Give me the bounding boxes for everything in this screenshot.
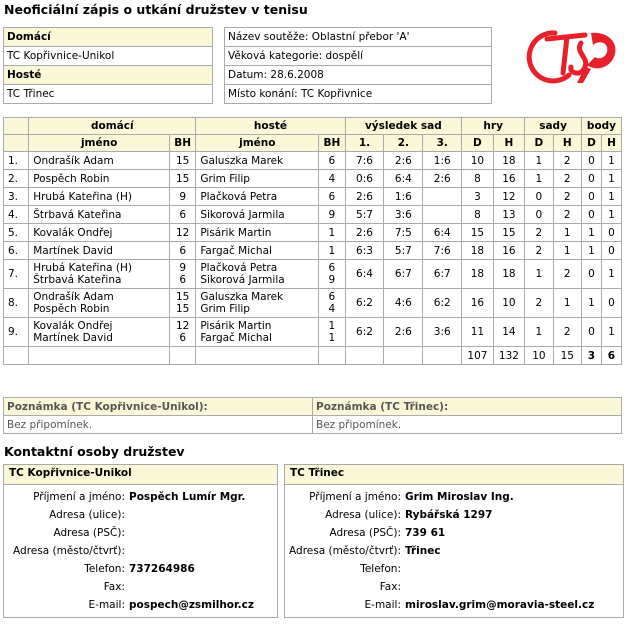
home-bh (170, 318, 196, 347)
col-away-bh: BH (319, 135, 345, 152)
points-d: 0 (581, 206, 601, 224)
contact-label: Fax: (103, 581, 125, 593)
home-note-label: Poznámka (TC Kopřivnice-Unikol): (4, 398, 313, 416)
set-2-score: 2:6 (384, 318, 423, 347)
set-3-score (423, 206, 462, 224)
home-player-line: Hrubá Kateřina (H) (33, 262, 132, 274)
games-h: 15 (493, 224, 525, 242)
home-player (29, 224, 170, 242)
contact-label: Adresa (PSČ): (329, 527, 401, 539)
home-bh-line: 15 (175, 291, 190, 303)
contact-label: Příjmení a jméno: (309, 491, 401, 503)
home-bh-line: 12 (175, 226, 190, 239)
contact-value: Třinec (405, 545, 441, 557)
home-contact-team: TC Kopřivnice-Unikol (4, 465, 277, 485)
home-bh-line: 6 (179, 208, 187, 221)
home-player-line: Hrubá Kateřina (H) (33, 190, 132, 203)
away-bh-line: 9 (328, 208, 336, 221)
sets-h: 2 (553, 170, 581, 188)
away-contact-team: TC Třinec (285, 465, 623, 485)
away-player (196, 260, 319, 289)
away-bh (319, 152, 345, 170)
match-info-table (224, 27, 492, 104)
page-title: Neoficiální zápis o utkání družstev v tenisu (4, 2, 308, 17)
points-h: 1 (601, 170, 621, 188)
col-games-d: D (462, 135, 494, 152)
home-team-name: TC Kopřivnice-Unikol (4, 47, 213, 66)
games-h: 12 (493, 188, 525, 206)
sets-d: 1 (525, 260, 553, 289)
contact-row (4, 560, 277, 578)
contact-row (4, 542, 277, 560)
contact-value: miroslav.grim@moravia-steel.cz (405, 599, 595, 611)
set-2-score: 2:6 (384, 152, 423, 170)
set-2-score: 5:7 (384, 242, 423, 260)
home-player-line: Pospěch Robin (33, 303, 110, 315)
set-3-score: 1:6 (423, 152, 462, 170)
games-h: 10 (493, 289, 525, 318)
total-games-d: 107 (462, 347, 494, 365)
games-d: 3 (462, 188, 494, 206)
set-1-score: 0:6 (345, 170, 384, 188)
set-2-score: 7:5 (384, 224, 423, 242)
games-d: 8 (462, 206, 494, 224)
points-d: 0 (581, 318, 601, 347)
col-group-away: hosté (196, 118, 345, 135)
sets-h: 1 (553, 289, 581, 318)
contact-row (4, 578, 277, 596)
away-bh (319, 206, 345, 224)
contact-label: Adresa (město/čtvrť): (289, 545, 401, 557)
contact-row (4, 596, 277, 614)
set-3-score (423, 188, 462, 206)
home-bh-line: 9 (179, 262, 187, 274)
games-h: 18 (493, 260, 525, 289)
sets-h: 2 (553, 260, 581, 289)
contact-label: Fax: (379, 581, 401, 593)
points-d: 0 (581, 188, 601, 206)
total-sets-h: 15 (553, 347, 581, 365)
set-1-score: 7:6 (345, 152, 384, 170)
games-d: 10 (462, 152, 494, 170)
away-label: Hosté (4, 66, 213, 85)
away-bh (319, 318, 345, 347)
set-3-score: 6:7 (423, 260, 462, 289)
away-note-label: Poznámka (TC Třinec): (313, 398, 622, 416)
set-1-score: 6:2 (345, 289, 384, 318)
home-bh-line: 15 (175, 172, 190, 185)
away-bh-line: 9 (328, 274, 336, 286)
sets-h: 1 (553, 224, 581, 242)
contact-value: Grim Miroslav Ing. (405, 491, 514, 503)
contact-value: 739 61 (405, 527, 446, 539)
away-player-line: Fargač Michal (200, 332, 272, 344)
match-number: 6. (4, 242, 29, 260)
games-d: 18 (462, 242, 494, 260)
home-bh-line: 6 (179, 244, 187, 257)
col-games-h: H (493, 135, 525, 152)
sets-h: 1 (553, 242, 581, 260)
col-group-home: domácí (29, 118, 196, 135)
total-games-h: 132 (493, 347, 525, 365)
contact-label: Telefon: (84, 563, 125, 575)
games-h: 18 (493, 152, 525, 170)
contact-value: pospech@zsmilhor.cz (129, 599, 255, 611)
away-player (196, 242, 319, 260)
total-points-h: 6 (601, 347, 621, 365)
points-h: 0 (601, 289, 621, 318)
sets-d: 2 (525, 224, 553, 242)
points-h: 1 (601, 188, 621, 206)
sets-d: 1 (525, 152, 553, 170)
col-away-name: jméno (196, 135, 319, 152)
contact-label: E-mail: (88, 599, 125, 611)
table-row (4, 206, 622, 224)
points-h: 0 (601, 242, 621, 260)
sets-d: 0 (525, 206, 553, 224)
games-d: 16 (462, 289, 494, 318)
away-player (196, 289, 319, 318)
home-player (29, 289, 170, 318)
col-sets-d: D (525, 135, 553, 152)
teams-table (3, 27, 213, 104)
totals-spacer (319, 347, 345, 365)
contact-label: E-mail: (364, 599, 401, 611)
col-group-games: hry (462, 118, 525, 135)
away-bh (319, 260, 345, 289)
set-2-score: 1:6 (384, 188, 423, 206)
contact-label: Adresa (město/čtvrť): (13, 545, 125, 557)
col-home-name: jméno (29, 135, 170, 152)
points-d: 1 (581, 289, 601, 318)
points-d: 0 (581, 170, 601, 188)
points-d: 1 (581, 224, 601, 242)
sets-h: 2 (553, 152, 581, 170)
home-bh (170, 152, 196, 170)
home-player-line: Kovalák Ondřej (33, 226, 113, 239)
home-player-line: Martínek David (33, 332, 113, 344)
home-player-line: Kovalák Ondřej (33, 320, 113, 332)
set-3-score: 2:6 (423, 170, 462, 188)
col-points-h: H (601, 135, 621, 152)
points-h: 1 (601, 152, 621, 170)
totals-spacer (345, 347, 384, 365)
away-bh-line: 6 (328, 154, 336, 167)
match-number: 9. (4, 318, 29, 347)
set-1-score: 5:7 (345, 206, 384, 224)
away-player-line: Grim Filip (200, 303, 250, 315)
totals-spacer (29, 347, 170, 365)
total-sets-d: 10 (525, 347, 553, 365)
set-2-score: 3:6 (384, 206, 423, 224)
corner-cell (4, 118, 29, 135)
contact-value: Pospěch Lumír Mgr. (129, 491, 246, 503)
points-h: 1 (601, 318, 621, 347)
contact-label: Adresa (ulice): (325, 509, 401, 521)
home-player-line: Ondrašík Adam (33, 154, 114, 167)
total-points-d: 3 (581, 347, 601, 365)
set-2-score: 6:4 (384, 170, 423, 188)
contact-row (285, 542, 623, 560)
points-h: 1 (601, 206, 621, 224)
away-bh (319, 224, 345, 242)
competition-name: Název soutěže: Oblastní přebor 'A' (225, 28, 492, 47)
table-row (4, 318, 622, 347)
match-number: 7. (4, 260, 29, 289)
age-category: Věková kategorie: dospělí (225, 47, 492, 66)
home-bh-line: 15 (175, 154, 190, 167)
sets-d: 2 (525, 289, 553, 318)
match-number: 4. (4, 206, 29, 224)
contact-label: Příjmení a jméno: (33, 491, 125, 503)
sets-h: 2 (553, 206, 581, 224)
home-bh-line: 12 (175, 320, 190, 332)
away-player-line: Pisárik Martin (200, 226, 272, 239)
away-player-line: Plačková Petra (200, 190, 278, 203)
sets-d: 1 (525, 318, 553, 347)
away-bh-line: 1 (328, 244, 336, 257)
contact-row (285, 596, 623, 614)
home-bh (170, 188, 196, 206)
set-3-score: 7:6 (423, 242, 462, 260)
home-bh (170, 206, 196, 224)
away-bh (319, 188, 345, 206)
home-bh (170, 242, 196, 260)
match-venue: Místo konání: TC Kopřivnice (225, 85, 492, 104)
away-bh-line: 6 (328, 291, 336, 303)
contact-row (4, 524, 277, 542)
contact-value: Rybářská 1297 (405, 509, 493, 521)
away-player-line: Sikorová Jarmila (200, 208, 285, 221)
away-player (196, 206, 319, 224)
sets-h: 2 (553, 188, 581, 206)
games-d: 8 (462, 170, 494, 188)
home-bh-line: 15 (175, 303, 190, 315)
home-player (29, 242, 170, 260)
contact-row (285, 506, 623, 524)
sets-h: 2 (553, 318, 581, 347)
set-1-score: 6:3 (345, 242, 384, 260)
points-d: 0 (581, 260, 601, 289)
games-h: 13 (493, 206, 525, 224)
games-h: 16 (493, 170, 525, 188)
contact-row (4, 488, 277, 506)
home-bh (170, 170, 196, 188)
contact-row (285, 488, 623, 506)
sets-d: 0 (525, 188, 553, 206)
set-2-score: 6:7 (384, 260, 423, 289)
away-bh-line: 6 (328, 190, 336, 203)
home-player-line: Štrbavá Kateřina (33, 274, 122, 286)
contact-row (4, 506, 277, 524)
corner-cell (4, 135, 29, 152)
contact-label: Adresa (ulice): (49, 509, 125, 521)
games-d: 18 (462, 260, 494, 289)
away-contact-card (284, 464, 624, 618)
games-d: 15 (462, 224, 494, 242)
away-bh-line: 1 (328, 332, 336, 344)
col-points-d: D (581, 135, 601, 152)
table-row (4, 289, 622, 318)
set-1-score: 6:2 (345, 318, 384, 347)
contact-row (285, 524, 623, 542)
away-bh-line: 6 (328, 262, 336, 274)
away-note-text: Bez připomínek. (313, 416, 622, 434)
contact-row (285, 578, 623, 596)
table-row (4, 242, 622, 260)
away-bh-line: 4 (328, 172, 336, 185)
contacts-title: Kontaktní osoby družstev (4, 444, 185, 459)
away-player (196, 152, 319, 170)
home-bh-line: 6 (179, 274, 187, 286)
col-group-sets-result: výsledek sad (345, 118, 462, 135)
contact-label: Adresa (PSČ): (53, 527, 125, 539)
points-h: 0 (601, 224, 621, 242)
games-h: 16 (493, 242, 525, 260)
away-player (196, 224, 319, 242)
away-player-line: Pisárik Martin (200, 320, 272, 332)
away-player (196, 188, 319, 206)
away-player-line: Galuszka Marek (200, 154, 284, 167)
set-2-score: 4:6 (384, 289, 423, 318)
home-bh (170, 289, 196, 318)
home-player (29, 170, 170, 188)
match-number: 1. (4, 152, 29, 170)
set-1-score: 6:4 (345, 260, 384, 289)
home-player (29, 318, 170, 347)
totals-spacer (384, 347, 423, 365)
table-row (4, 260, 622, 289)
home-player-line: Pospěch Robin (33, 172, 110, 185)
home-player-line: Ondrašík Adam (33, 291, 114, 303)
club-logo-icon (525, 23, 623, 85)
col-group-points: body (581, 118, 621, 135)
home-player (29, 206, 170, 224)
home-bh (170, 260, 196, 289)
away-player-line: Plačková Petra (200, 262, 278, 274)
away-bh-line: 1 (328, 226, 336, 239)
totals-spacer (170, 347, 196, 365)
home-player (29, 188, 170, 206)
table-row (4, 152, 622, 170)
away-player (196, 170, 319, 188)
home-player (29, 260, 170, 289)
away-bh (319, 289, 345, 318)
set-1-score: 2:6 (345, 188, 384, 206)
away-bh-line: 1 (328, 320, 336, 332)
home-bh (170, 224, 196, 242)
col-sets-h: H (553, 135, 581, 152)
table-row (4, 188, 622, 206)
away-player-line: Galuszka Marek (200, 291, 284, 303)
home-player-line: Štrbavá Kateřina (33, 208, 122, 221)
set-1-score: 2:6 (345, 224, 384, 242)
totals-spacer (4, 347, 29, 365)
away-player (196, 318, 319, 347)
home-label: Domácí (4, 28, 213, 47)
home-note-text: Bez připomínek. (4, 416, 313, 434)
match-number: 8. (4, 289, 29, 318)
games-h: 14 (493, 318, 525, 347)
totals-spacer (196, 347, 319, 365)
set-3-score: 3:6 (423, 318, 462, 347)
notes-table (3, 397, 622, 434)
col-set-3: 3. (423, 135, 462, 152)
match-number: 2. (4, 170, 29, 188)
away-player-line: Fargač Michal (200, 244, 272, 257)
match-number: 3. (4, 188, 29, 206)
set-3-score: 6:4 (423, 224, 462, 242)
contact-label: Telefon: (360, 563, 401, 575)
away-player-line: Sikorová Jarmila (200, 274, 285, 286)
games-d: 11 (462, 318, 494, 347)
match-date: Datum: 28.6.2008 (225, 66, 492, 85)
sets-d: 2 (525, 242, 553, 260)
col-set-1: 1. (345, 135, 384, 152)
home-contact-card (3, 464, 278, 618)
away-bh (319, 170, 345, 188)
table-row (4, 170, 622, 188)
col-set-2: 2. (384, 135, 423, 152)
points-h: 1 (601, 260, 621, 289)
set-3-score: 6:2 (423, 289, 462, 318)
match-number: 5. (4, 224, 29, 242)
contact-value: 737264986 (129, 563, 195, 575)
away-player-line: Grim Filip (200, 172, 250, 185)
results-table (3, 117, 622, 365)
away-team-name: TC Třinec (4, 85, 213, 104)
col-group-sets: sady (525, 118, 582, 135)
points-d: 0 (581, 152, 601, 170)
home-bh-line: 6 (179, 332, 187, 344)
away-bh (319, 242, 345, 260)
contact-row (285, 560, 623, 578)
away-bh-line: 4 (328, 303, 336, 315)
col-home-bh: BH (170, 135, 196, 152)
points-d: 1 (581, 242, 601, 260)
home-bh-line: 9 (179, 190, 187, 203)
table-row (4, 224, 622, 242)
sets-d: 1 (525, 170, 553, 188)
home-player-line: Martínek David (33, 244, 113, 257)
home-player (29, 152, 170, 170)
totals-spacer (423, 347, 462, 365)
